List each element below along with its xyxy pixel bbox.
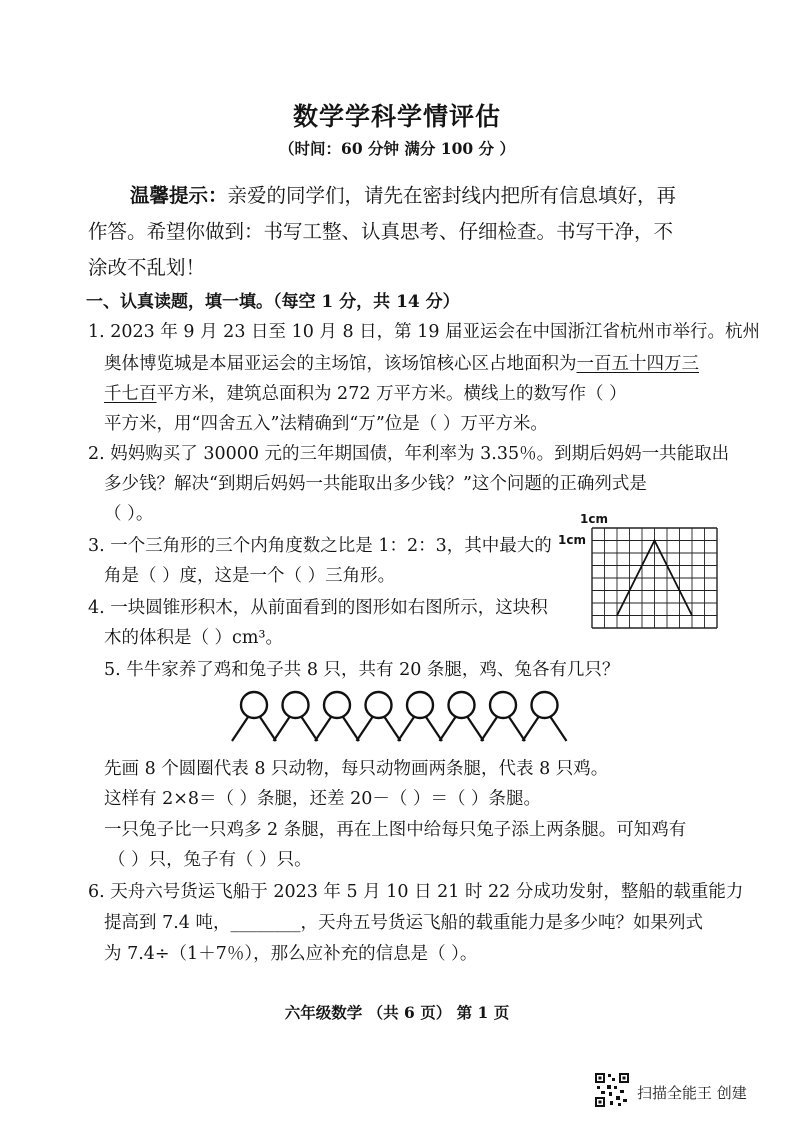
q1-text-2: 奥体博览城是本届亚运会的主场馆，该场馆核心区占地面积为 bbox=[104, 354, 577, 374]
q3-line-1: 3. 一个三角形的三个内角度数之比是 1：2：3，其中最大的 bbox=[88, 536, 552, 556]
section-heading: 一、认真读题，填一填。（每空 1 分，共 14 分） bbox=[86, 292, 460, 312]
animal-leg bbox=[509, 717, 525, 741]
q5-line-4: 一只兔子比一只鸡多 2 条腿，再在上图中给每只兔子添上两条腿。可知鸡有 bbox=[104, 820, 687, 840]
animal-circle bbox=[532, 692, 558, 718]
scanner-watermark: 扫描全能王 创建 bbox=[637, 1084, 747, 1102]
animal-leg bbox=[468, 717, 484, 741]
page-title: 数学学科学情评估 bbox=[292, 102, 501, 131]
animal-leg bbox=[440, 717, 456, 741]
q2-line-3: （ ）。 bbox=[104, 504, 154, 524]
tip-line-1 bbox=[130, 182, 676, 210]
animal-circle bbox=[490, 692, 516, 718]
tip-line-3: 涂改不乱划！ bbox=[88, 256, 206, 279]
animal-leg bbox=[274, 717, 290, 741]
animal-leg bbox=[343, 717, 359, 741]
animal-circle bbox=[241, 692, 267, 718]
q2-line-1: 2. 妈妈购买了 30000 元的三年期国债，年利率为 3.35％。到期后妈妈一共能取出 bbox=[88, 444, 730, 464]
grid-left-unit-label: 1cm bbox=[558, 533, 586, 547]
tip-line-2: 作答。希望你做到：书写工整、认真思考、仔细检查。书写干净，不 bbox=[88, 220, 674, 243]
animal-circle bbox=[407, 692, 433, 718]
q6-line-3: 为 7.4÷（1＋7％），那么应补充的信息是（ ）。 bbox=[104, 944, 478, 964]
tip-label: 温馨提示： bbox=[130, 184, 228, 207]
page-subtitle: （时间：60 分钟 满分 100 分 ） bbox=[279, 139, 515, 158]
q6-text-2a: 提高到 7.4 吨， bbox=[104, 913, 231, 933]
animal-leg bbox=[426, 717, 442, 741]
animal-circle bbox=[324, 692, 350, 718]
animal-leg bbox=[398, 717, 414, 741]
q6-blank: ________ bbox=[230, 913, 301, 933]
animal-leg bbox=[523, 717, 539, 741]
q3-line-2: 角是（ ）度，这是一个（ ）三角形。 bbox=[104, 566, 396, 586]
q5-line-5: （ ）只，兔子有（ ）只。 bbox=[108, 850, 312, 870]
q1-underlined-number-1: 一百五十四万三 bbox=[576, 354, 699, 374]
q6-text-2b: ，天舟五号货运飞船的载重能力是多少吨？如果列式 bbox=[300, 913, 703, 933]
q1-line-4: 平方米，用“四舍五入”法精确到“万”位是（ ）万平方米。 bbox=[104, 414, 548, 434]
q4-line-1: 4. 一块圆锥形积木，从前面看到的图形如右图所示，这块积 bbox=[88, 598, 548, 618]
q5-line-2: 先画 8 个圆圈代表 8 只动物，每只动物画两条腿，代表 8 只鸡。 bbox=[104, 759, 609, 779]
animal-leg bbox=[385, 717, 401, 741]
page-footer: 六年级数学 （共 6 页） 第 1 页 bbox=[284, 1003, 510, 1022]
q6-line-1: 6. 天舟六号货运飞船于 2023 年 5 月 10 日 21 时 22 分成功发射，整船的载重能力 bbox=[88, 882, 744, 902]
cone-front-view-grid bbox=[590, 526, 720, 632]
q1-line-3 bbox=[104, 382, 627, 406]
animal-leg bbox=[357, 717, 373, 741]
animal-leg bbox=[232, 717, 248, 741]
animal-leg bbox=[551, 717, 567, 741]
q1-line-2 bbox=[104, 352, 699, 376]
animal-leg bbox=[302, 717, 318, 741]
q5-line-1: 5. 牛牛家养了鸡和兔子共 8 只，共有 20 条腿，鸡、兔各有几只？ bbox=[104, 660, 620, 680]
q1-text-3: 平方米，建筑总面积为 272 万平方米。横线上的数写作（ ） bbox=[156, 384, 627, 404]
animal-leg bbox=[315, 717, 331, 741]
qr-code-icon bbox=[594, 1072, 630, 1108]
animal-circles-drawing bbox=[228, 688, 568, 744]
q1-underlined-number-2: 千七百 bbox=[104, 384, 157, 404]
q4-line-2: 木的体积是（ ）cm³。 bbox=[104, 628, 283, 648]
animal-leg bbox=[481, 717, 497, 741]
q6-line-2 bbox=[104, 911, 703, 935]
tip-text-1: 亲爱的同学们，请先在密封线内把所有信息填好，再 bbox=[227, 184, 677, 207]
animal-leg bbox=[260, 717, 276, 741]
q2-line-2: 多少钱？解决“到期后妈妈一共能取出多少钱？”这个问题的正确列式是 bbox=[104, 474, 647, 494]
grid-top-unit-label: 1cm bbox=[580, 512, 608, 526]
animal-circle bbox=[366, 692, 392, 718]
q5-line-3: 这样有 2×8＝（ ）条腿，还差 20－（ ）＝（ ）条腿。 bbox=[104, 789, 542, 809]
animal-circle bbox=[449, 692, 475, 718]
q1-line-1: 1. 2023 年 9 月 23 日至 10 月 8 日，第 19 届亚运会在中国浙江省杭州市举行。杭州 bbox=[88, 322, 761, 342]
animal-circle bbox=[283, 692, 309, 718]
